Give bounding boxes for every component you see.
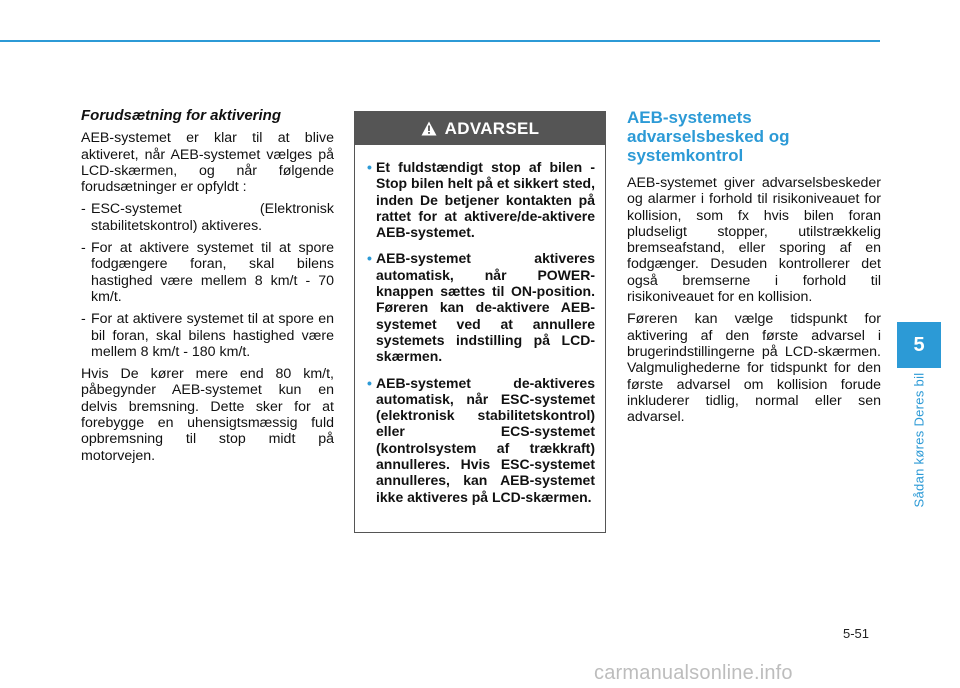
warning-header	[355, 112, 605, 145]
page-number: 5-51	[843, 626, 870, 641]
warning-bullet: • AEB-systemet de-aktiveres automatisk, når ESC-systemet (elektronisk stabilitetskontrol) eller ECS-systemet (kontrolsystem af trækkraft) annulleres. Hvis ESC-systemet annulleres, kan AEB-systemet ikke aktiveres på LCD-skærmen.	[367, 374, 595, 505]
warning-box	[354, 111, 606, 533]
warning-text: AEB-systemet de-aktiveres automatisk, når ESC-systemet (elektronisk stabilitetskontrol) eller ECS-systemet (kontrolsystem af trækkraft) annulleres. Hvis ESC-systemet annulleres, kan AEB-systemet ikke aktiveres på LCD-skærmen.	[376, 374, 595, 505]
left-column	[81, 108, 334, 470]
activation-heading: Forudsætning for aktivering	[81, 107, 282, 124]
activation-outro: Hvis De kører mere end 80 km/t, påbegynder AEB-systemet kun en delvis bremsning. Dette sker for at forebygge en uhensigtsmæssig fuld opbremsning til stop midt på motorvejen.	[81, 366, 334, 464]
watermark: carmanualsonline.info	[594, 662, 793, 684]
warning-bullet: • AEB-systemet aktiveres automatisk, når POWER-knappen sættes til ON-position. Føreren kan de-aktivere AEB-systemet ved at annullere systemets indstilling på LCD-skærmen.	[367, 250, 595, 365]
chapter-tab	[897, 322, 941, 368]
condition-item: - For at aktivere systemet til at spore fodgængere foran, skal bilens hastighed være mellem 8 km/t - 70 km/t.	[81, 240, 334, 305]
condition-text: ESC-systemet (Elektronisk stabilitetskontrol) aktiveres.	[91, 201, 334, 234]
condition-item: - For at aktivere systemet til at spore en bil foran, skal bilens hastighed være mellem 8 km/t - 180 km/t.	[81, 311, 334, 360]
warning-title: ADVARSEL	[444, 118, 540, 138]
condition-item: - ESC-systemet (Elektronisk stabilitetskontrol) aktiveres.	[81, 201, 334, 234]
warning-triangle-icon	[421, 121, 437, 136]
activation-intro: AEB-systemet er klar til at blive aktiveret, når AEB-systemet vælges på LCD-skærmen, og når følgende forudsætninger er opfyldt :	[81, 130, 334, 196]
section-paragraph: AEB-systemet giver advarselsbeskeder og alarmer i forhold til risikoniveauet for kollision, som fx hvis bilen foran pludseligt stopper, utilstrækkelig bremseafstand, eller sporing af en fodgænger. Desuden kontrollerer det også bremserne i forhold til risikoniveauet for en kollision.	[627, 175, 881, 306]
condition-text: For at aktivere systemet til at spore fodgængere foran, skal bilens hastighed være mellem 8 km/t - 70 km/t.	[91, 240, 334, 305]
right-column	[627, 108, 881, 431]
warning-text: AEB-systemet aktiveres automatisk, når POWER-knappen sættes til ON-position. Føreren kan de-aktivere AEB-systemet ved at annullere systemets indstilling på LCD-skærmen.	[376, 250, 595, 365]
warning-bullet: • Et fuldstændigt stop af bilen - Stop bilen helt på et sikkert sted, inden De betjener kontakten på rattet for at aktivere/de-aktivere AEB-systemet.	[367, 159, 595, 241]
warning-body	[355, 145, 605, 505]
section-paragraph: Føreren kan vælge tidspunkt for aktivering af den første advarsel i brugerindstillingerne på LCD-skærmen. Valgmulighederne for tidspunkt for den første advarsel om kollision forude inkluderer tidlig, normal eller sen advarsel.	[627, 311, 881, 426]
top-rule	[0, 40, 880, 42]
chapter-number: 5	[913, 333, 925, 356]
chapter-title: Sådan køres Deres bil	[911, 372, 927, 508]
condition-text: For at aktivere systemet til at spore en bil foran, skal bilens hastighed være mellem 8 km/t - 180 km/t.	[91, 311, 334, 360]
section-heading: AEB-systemets advarselsbesked og systemkontrol	[627, 108, 790, 165]
warning-text: Et fuldstændigt stop af bilen - Stop bilen helt på et sikkert sted, inden De betjener kontakten på rattet for at aktivere/de-aktivere AEB-systemet.	[376, 159, 595, 241]
